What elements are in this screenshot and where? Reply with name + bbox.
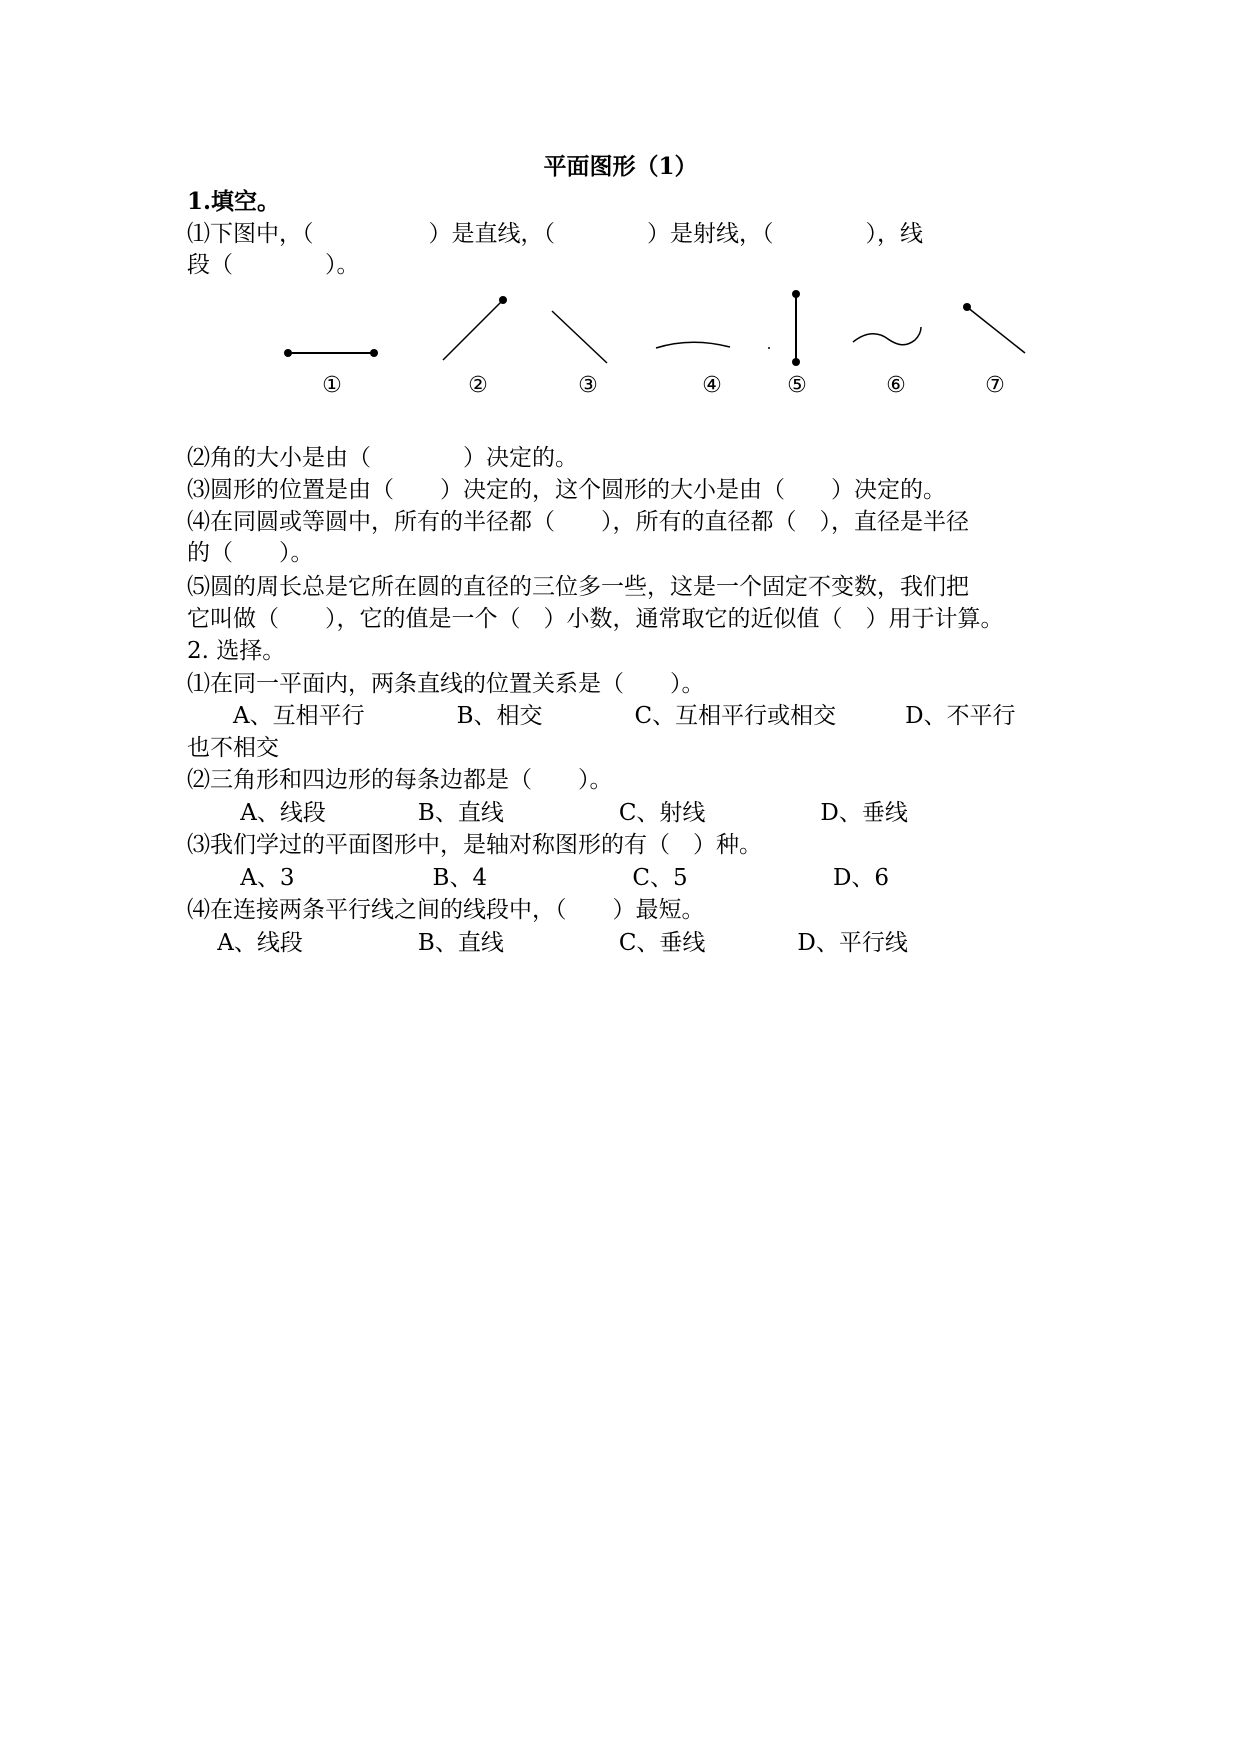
figure-label-2: ② bbox=[468, 373, 488, 398]
q1-2: ⑵角的大小是由（ ）决定的。 bbox=[187, 445, 578, 471]
q2-3-options: A、3 B、4 C、5 D、6 bbox=[187, 865, 890, 891]
figure-label-6: ⑥ bbox=[886, 373, 906, 398]
figure-6-wave bbox=[853, 327, 921, 345]
q2-1-options: A、互相平行 B、相交 C、互相平行或相交 D、不平行 bbox=[187, 703, 1016, 729]
figure-label-1: ① bbox=[322, 373, 342, 398]
q1-1-line2: 段（ ）。 bbox=[187, 252, 360, 278]
q1-5-line2: 它叫做（ ），它的值是一个（ ）小数，通常取它的近似值（ ）用于计算。 bbox=[187, 606, 1004, 632]
q1-5-line1: ⑸圆的周长总是它所在圆的直径的三位多一些，这是一个固定不变数，我们把 bbox=[187, 574, 969, 600]
q2-1: ⑴在同一平面内，两条直线的位置关系是（ ）。 bbox=[187, 671, 705, 697]
q1-3: ⑶圆形的位置是由（ ）决定的，这个圆形的大小是由（ ）决定的。 bbox=[187, 477, 946, 503]
figure-3-line bbox=[552, 311, 607, 363]
q2-2-options: A、线段 B、直线 C、射线 D、垂线 bbox=[187, 800, 908, 826]
q2-4-options: A、线段 B、直线 C、垂线 D、平行线 bbox=[187, 930, 908, 956]
q2-4: ⑷在连接两条平行线之间的线段中，（ ）最短。 bbox=[187, 897, 705, 923]
figure-7-ray bbox=[963, 303, 1025, 353]
stray-dot bbox=[768, 347, 770, 349]
figure-1-segment bbox=[284, 349, 378, 357]
figure-4-curve bbox=[656, 342, 730, 348]
figure-5-segment bbox=[792, 290, 800, 366]
line-figures bbox=[270, 285, 1050, 410]
section2-heading: 2. 选择。 bbox=[187, 638, 286, 664]
figure-2-ray bbox=[443, 296, 507, 360]
section1-heading: 1.填空。 bbox=[187, 188, 281, 215]
q1-4-line1: ⑷在同圆或等圆中，所有的半径都（ ），所有的直径都（ ），直径是半径 bbox=[187, 509, 969, 535]
q1-4-line2: 的（ ）。 bbox=[187, 540, 314, 566]
q2-3: ⑶我们学过的平面图形中，是轴对称图形的有（ ）种。 bbox=[187, 832, 762, 858]
figure-label-7: ⑦ bbox=[985, 373, 1005, 398]
q1-1-line1: ⑴下图中，（ ）是直线，（ ）是射线，（ ），线 bbox=[187, 221, 923, 247]
page-title: 平面图形（1） bbox=[543, 153, 698, 180]
q2-2: ⑵三角形和四边形的每条边都是（ ）。 bbox=[187, 767, 613, 793]
figure-label-3: ③ bbox=[578, 373, 598, 398]
q2-1-options-cont: 也不相交 bbox=[187, 735, 279, 761]
figure-label-4: ④ bbox=[702, 373, 722, 398]
figure-label-5: ⑤ bbox=[787, 373, 807, 398]
